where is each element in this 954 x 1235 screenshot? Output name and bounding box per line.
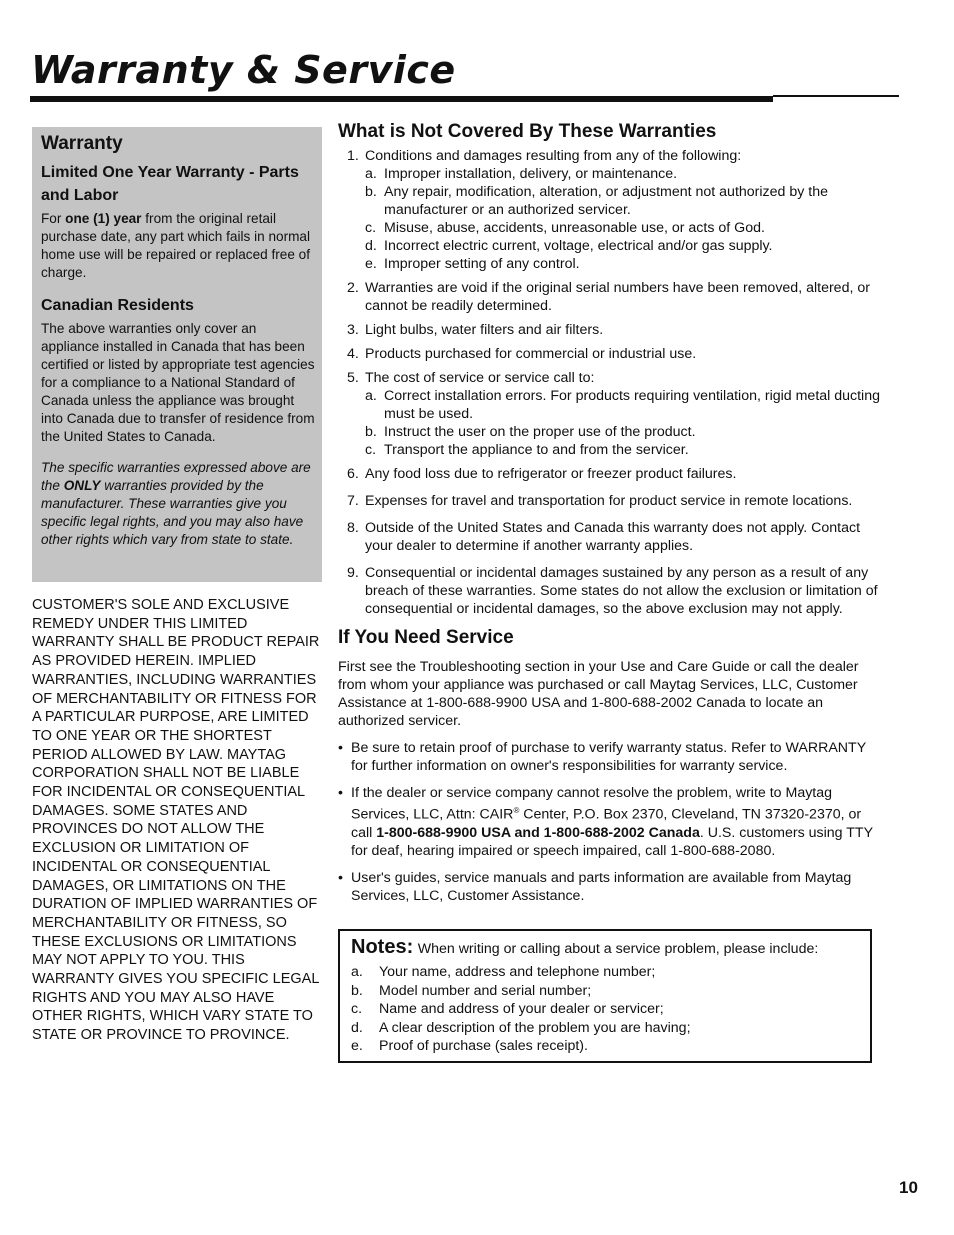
subitem-letter: b.	[365, 424, 377, 440]
subitem-letter: a.	[365, 166, 377, 182]
not-covered-item	[338, 519, 883, 555]
subitem-text: Misuse, abuse, accidents, unreasonable use, or acts of God.	[384, 220, 765, 236]
notes-item-letter: e.	[351, 1038, 363, 1054]
title-rule-thick	[30, 96, 773, 102]
item-text: Warranties are void if the original serial numbers have been removed, altered, or cannot be readily determined.	[365, 280, 870, 314]
limited-warranty-heading: Limited One Year Warranty - Parts and Labor	[41, 164, 299, 204]
not-covered-subitem	[365, 423, 883, 441]
notes-box	[338, 929, 872, 1063]
notes-item-text: Name and address of your dealer or servicer;	[379, 1001, 664, 1017]
notes-item-letter: c.	[351, 1001, 363, 1017]
notes-item-letter: a.	[351, 964, 363, 980]
subitem-text: Correct installation errors. For products requiring ventilation, rigid metal ducting must be used.	[384, 388, 880, 422]
notes-item	[351, 1019, 870, 1038]
subitem-letter: c.	[365, 220, 377, 236]
warranty-heading: Warranty	[41, 133, 123, 154]
service-bullet: • Be sure to retain proof of purchase to verify warranty status. Refer to WARRANTY for further information on owner's responsibilities for warranty service.	[338, 740, 866, 774]
not-covered-subitem	[365, 237, 883, 255]
not-covered-subitem	[365, 255, 883, 273]
notes-heading: Notes:	[351, 936, 414, 958]
subitem-text: Instruct the user on the proper use of the product.	[384, 424, 696, 440]
subitem-text: Improper setting of any control.	[384, 256, 580, 272]
subitem-letter: d.	[365, 238, 377, 254]
page-title: Warranty & Service	[31, 48, 456, 92]
notes-item-letter: d.	[351, 1019, 363, 1036]
item-number: 8.	[347, 520, 359, 536]
subitem-letter: b.	[365, 184, 377, 200]
not-covered-subitem	[365, 387, 883, 423]
notes-item-letter: b.	[351, 982, 363, 999]
not-covered-item	[338, 492, 883, 510]
item-text: Products purchased for commercial or industrial use.	[365, 346, 697, 362]
subitem-letter: c.	[365, 442, 377, 458]
service-intro: First see the Troubleshooting section in your Use and Care Guide or call the dealer from whom your appliance was purchased or call Maytag Services, LLC, Customer Assistance at 1-800-688-9900 USA and 1-800-688-2002 Canada to locate an authorized servicer.	[338, 659, 859, 729]
notes-item-text: Your name, address and telephone number;	[379, 964, 656, 980]
not-covered-subitem	[365, 183, 883, 219]
item-text: Consequential or incidental damages sustained by any person as a result of any breach of these warranties. Some states do not allow the exclusion or limitation of consequential or incidental damages, so the above exclusion may not apply.	[365, 565, 878, 617]
item-number: 9.	[347, 565, 359, 581]
item-text: Conditions and damages resulting from any of the following:	[365, 148, 742, 164]
specific-warranties-note: The specific warranties expressed above are the ONLY warranties provided by the manufacturer. These warranties give you specific legal rights, and you may also have other rights which vary from state to state.	[41, 460, 311, 547]
not-covered-item	[338, 345, 883, 363]
item-text: Any food loss due to refrigerator or freezer product failures.	[365, 466, 737, 482]
not-covered-item	[338, 321, 883, 339]
not-covered-subitem	[365, 165, 883, 183]
item-number: 3.	[347, 322, 359, 338]
item-text: Outside of the United States and Canada this warranty does not apply. Contact your dealer to determine if another warranty applies.	[365, 520, 861, 554]
not-covered-heading: What is Not Covered By These Warranties	[338, 121, 717, 142]
notes-list	[351, 963, 870, 1056]
item-number: 1.	[347, 148, 359, 164]
notes-item-text: Proof of purchase (sales receipt).	[379, 1038, 588, 1054]
item-text: Light bulbs, water filters and air filters.	[365, 322, 604, 338]
title-rule-thin	[773, 95, 899, 97]
notes-item	[351, 982, 870, 1001]
subitem-text: Incorrect electric current, voltage, electrical and/or gas supply.	[384, 238, 773, 254]
subitem-text: Any repair, modification, alteration, or adjustment not authorized by the manufacturer or an authorized servicer.	[384, 184, 829, 218]
subitem-letter: a.	[365, 388, 377, 404]
item-number: 5.	[347, 370, 359, 386]
not-covered-subitem	[365, 441, 883, 459]
subitem-text: Transport the appliance to and from the servicer.	[384, 442, 689, 458]
not-covered-item	[338, 564, 883, 618]
not-covered-subitem	[365, 219, 883, 237]
service-heading: If You Need Service	[338, 627, 514, 648]
item-number: 6.	[347, 466, 359, 482]
notes-item	[351, 963, 870, 982]
not-covered-item	[338, 369, 883, 459]
not-covered-item	[338, 147, 883, 273]
subitem-letter: e.	[365, 256, 377, 272]
warranty-box	[32, 127, 322, 582]
subitem-text: Improper installation, delivery, or maintenance.	[384, 166, 678, 182]
not-covered-item	[338, 279, 883, 315]
notes-item	[351, 1037, 870, 1056]
item-number: 7.	[347, 493, 359, 509]
item-number: 2.	[347, 280, 359, 296]
warranty-disclaimer: CUSTOMER'S SOLE AND EXCLUSIVE REMEDY UNDER THIS LIMITED WARRANTY SHALL BE PRODUCT REPAIR AS PROVIDED HEREIN. IMPLIED WARRANTIES, INCLUDING WARRANTIES OF MERCHANTABILITY OR FITNESS FOR A PARTICULAR PURPOSE, ARE LIMITED TO ONE YEAR OR THE SHORTEST PERIOD ALLOWED BY LAW. MAYTAG CORPORATION SHALL NOT BE LIABLE FOR INCIDENTAL OR CONSEQUENTIAL DAMAGES. SOME STATES AND PROVINCES DO NOT ALLOW THE EXCLUSION OR LIMITATION OF INCIDENTAL OR CONSEQUENTIAL DAMAGES, OR LIMITATIONS ON THE DURATION OF IMPLIED WARRANTIES OF MERCHANTABILITY OR FITNESS, SO THESE EXCLUSIONS OR LIMITATIONS MAY NOT APPLY TO YOU. THIS WARRANTY GIVES YOU SPECIFIC LEGAL RIGHTS AND YOU MAY ALSO HAVE OTHER RIGHTS, WHICH VARY STATE TO STATE OR PROVINCE TO PROVINCE.	[32, 597, 320, 1044]
not-covered-list	[338, 147, 883, 618]
notes-item-text: Model number and serial number;	[379, 982, 592, 999]
item-text: Expenses for travel and transportation for product service in remote locations.	[365, 493, 853, 509]
notes-intro: When writing or calling about a service problem, please include:	[417, 941, 819, 957]
notes-item	[351, 1000, 870, 1019]
notes-item-text: A clear description of the problem you are having;	[379, 1019, 691, 1036]
limited-warranty-text: For one (1) year from the original retail purchase date, any part which fails in normal home use will be repaired or replaced free of charge.	[41, 211, 311, 280]
right-column	[338, 121, 883, 905]
service-bullet: • User's guides, service manuals and parts information are available from Maytag Services, LLC, Customer Assistance.	[338, 869, 852, 904]
not-covered-item	[338, 465, 883, 483]
item-number: 4.	[347, 346, 359, 362]
canadian-residents-heading: Canadian Residents	[41, 297, 194, 314]
canadian-residents-text: The above warranties only cover an appliance installed in Canada that has been certified or listed by appropriate test agencies for a compliance to a National Standard of Canada unless the appliance was brought into Canada due to transfer of residence from the United States to Canada.	[41, 321, 315, 444]
service-bullet: • If the dealer or service company cannot resolve the problem, write to Maytag Services, LLC, Attn: CAIR® Center, P.O. Box 2370, Cleveland, TN 37320-2370, or call 1-800-688-9900 USA and 1-800-688-2002 Canada. U.S. customers using TTY for deaf, hearing impaired or speech impaired, call 1-800-688-2080.	[338, 785, 873, 859]
page-number: 10	[899, 1178, 918, 1197]
item-text: The cost of service or service call to:	[365, 370, 595, 386]
